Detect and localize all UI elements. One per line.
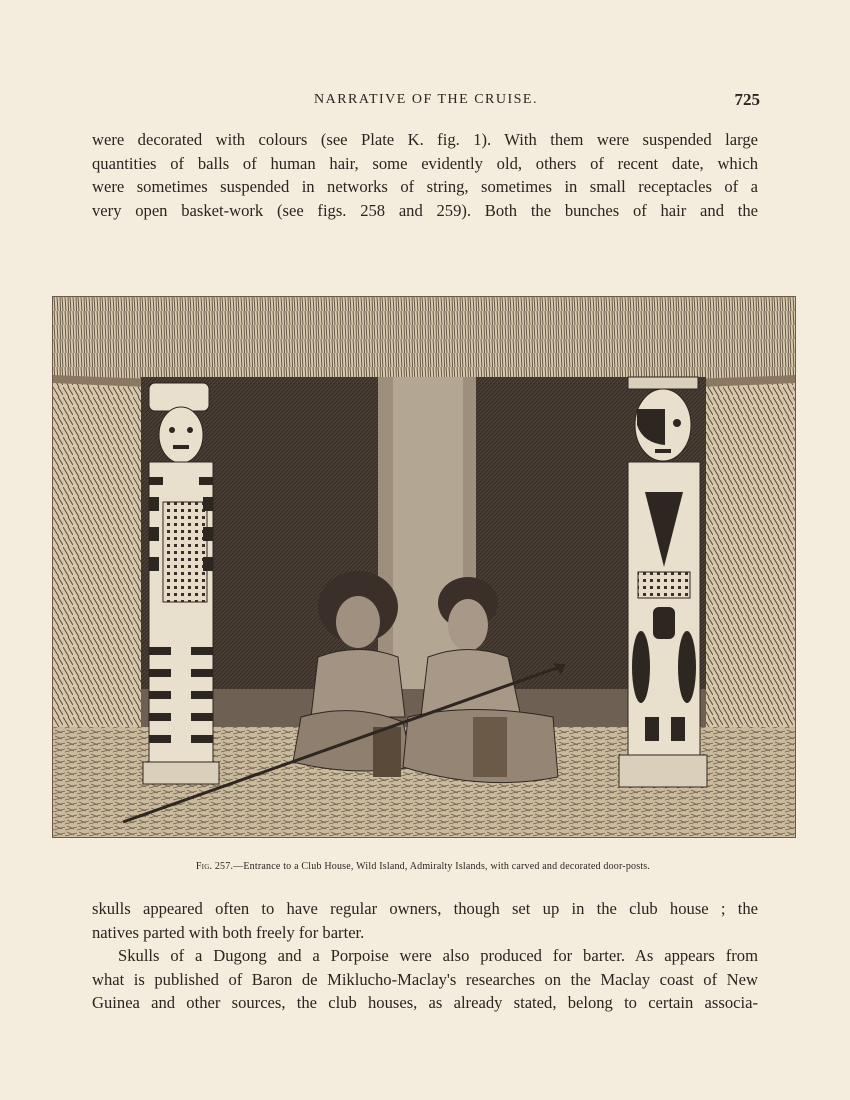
top-paragraph [92, 128, 758, 222]
engraving-club-house-illustration [53, 297, 795, 837]
text-line: quantities of balls of human hair, some evidently old, others of recent date, which [92, 153, 758, 173]
running-title: NARRATIVE OF THE CRUISE. [314, 92, 538, 107]
text-line: were decorated with colours (see Plate K. fig. 1). With them were suspended large [92, 130, 758, 149]
text-line: what is published of Baron de Miklucho-Maclay's researches on the Maclay coast of New [92, 969, 758, 989]
text-line: were sometimes suspended in networks of string, sometimes in small receptacles of a [92, 177, 758, 196]
figure-caption-text: —Entrance to a Club House, Wild Island, Admiralty Islands, with carved and decorated door-posts. [233, 861, 651, 872]
running-head [92, 90, 760, 112]
figure-number: Fig. 257. [195, 861, 234, 872]
text-line: Skulls of a Dugong and a Porpoise were also produced for barter. As appears from [118, 946, 758, 965]
bottom-paragraph-2 [92, 944, 758, 1015]
figure-257-engraving [52, 296, 796, 838]
page-number: 725 [734, 90, 760, 109]
text-line: natives parted with both freely for barter. [92, 922, 365, 942]
text-line: very open basket-work (see figs. 258 and 259). Both the bunches of hair and the [92, 200, 758, 220]
bottom-paragraph-1 [92, 897, 758, 944]
text-line: skulls appeared often to have regular owners, though set up in the club house ; the [92, 899, 758, 918]
figure-caption [52, 861, 794, 872]
text-line: Guinea and other sources, the club houses, as already stated, belong to certain associa- [92, 993, 758, 1012]
